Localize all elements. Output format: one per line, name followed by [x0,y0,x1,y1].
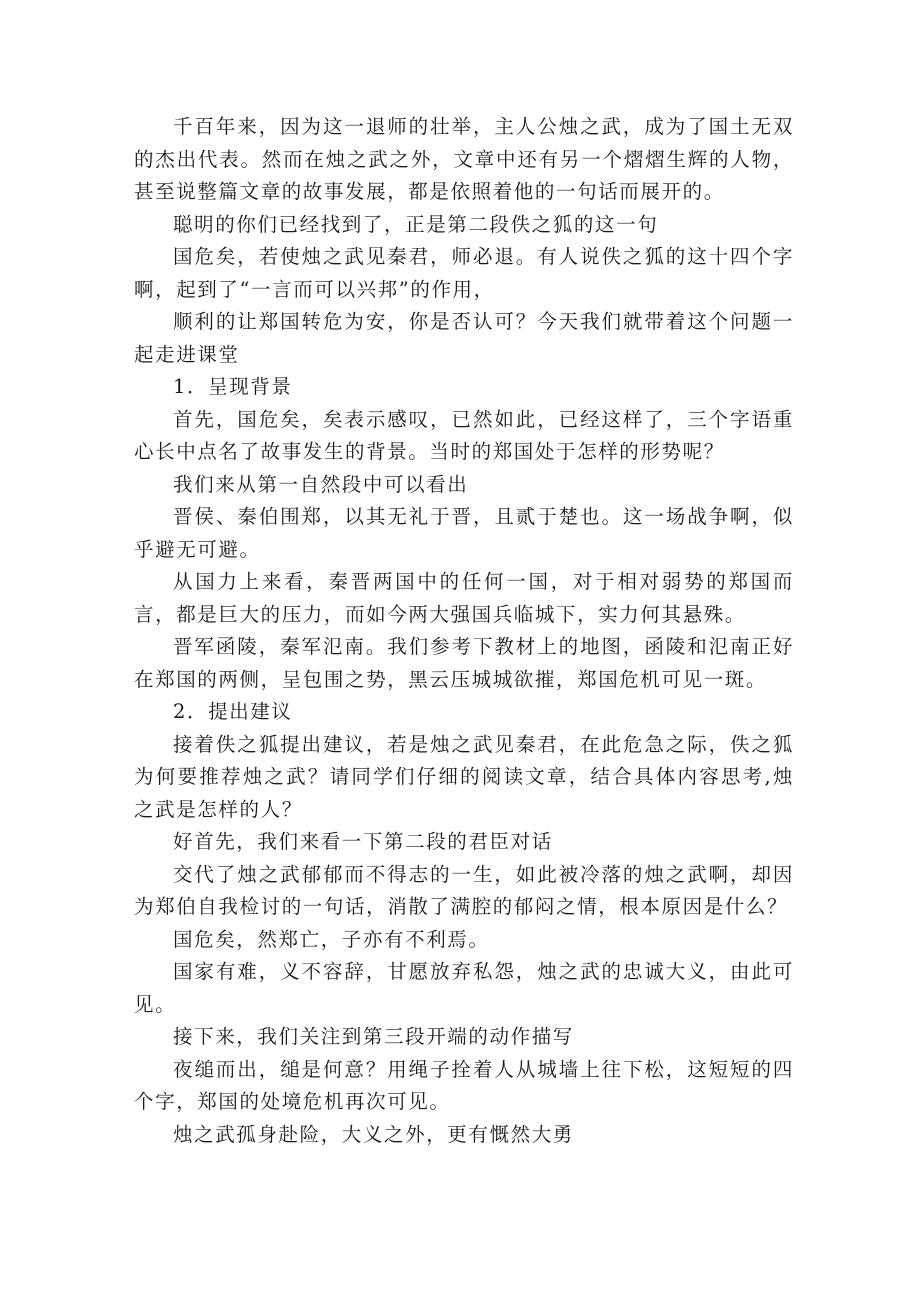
paragraph: 国危矣，然郑亡，子亦有不利焉。 [173,927,490,951]
paragraph: 接着佚之狐提出建议，若是烛之武见秦君，在此危急之际，佚之狐为何要推荐烛之武？请同学们仔细的阅读文章，结合具体内容思考,烛之武是怎样的人？ [134,732,794,821]
paragraph: 烛之武孤身赴险，大义之外，更有慨然大勇 [173,1122,574,1146]
section-heading-suggestion: 2．提出建议 [173,700,293,723]
paragraph: 晋侯、秦伯围郑，以其无礼于晋，且贰于楚也。这一场战争啊，似乎避无可避。 [134,505,794,561]
paragraph: 交代了烛之武郁郁而不得志的一生，如此被冷落的烛之武啊，却因为郑伯自我检讨的一句话，消散了满腔的郁闷之情，根本原因是什么？ [134,862,794,918]
paragraph: 国危矣，若使烛之武见秦君，师必退。有人说佚之狐的这十四个字啊，起到了“一言而可以兴邦”的作用， [134,245,794,301]
paragraph: 晋军函陵，秦军氾南。我们参考下教材上的地图，函陵和氾南正好在郑国的两侧，呈包围之势，黑云压城城欲摧，郑国危机可见一斑。 [134,635,794,691]
paragraph: 夜缒而出，缒是何意？用绳子拴着人从城墙上往下松，这短短的四个字，郑国的处境危机再次可见。 [134,1057,794,1113]
paragraph: 国家有难，义不容辞，甘愿放弃私怨，烛之武的忠诚大义，由此可见。 [134,960,794,1016]
paragraph: 首先，国危矣，矣表示感叹，已然如此，已经这样了，三个字语重心长中点名了故事发生的背景。当时的郑国处于怎样的形势呢？ [134,407,794,463]
paragraph: 聪明的你们已经找到了，正是第二段佚之狐的这一句 [173,212,659,236]
paragraph: 接下来，我们关注到第三段开端的动作描写 [173,1025,574,1048]
paragraph: 从国力上来看，秦晋两国中的任何一国，对于相对弱势的郑国而言，都是巨大的压力，而如今两大强国兵临城下，实力何其悬殊。 [134,570,794,626]
paragraph: 顺利的让郑国转危为安，你是否认可？今天我们就带着这个问题一起走进课堂 [134,310,794,366]
paragraph: 我们来从第一自然段中可以看出 [173,472,469,496]
section-heading-background: 1．呈现背景 [173,375,293,398]
paragraph: 好首先，我们来看一下第二段的君臣对话 [173,830,553,853]
document-body [134,111,794,1151]
paragraph-intro: 千百年来，因为这一退师的壮举，主人公烛之武，成为了国土无双的杰出代表。然而在烛之武之外，文章中还有另一个熠熠生辉的人物，甚至说整篇文章的故事发展，都是依照着他的一句话而展开的。 [134,115,794,203]
